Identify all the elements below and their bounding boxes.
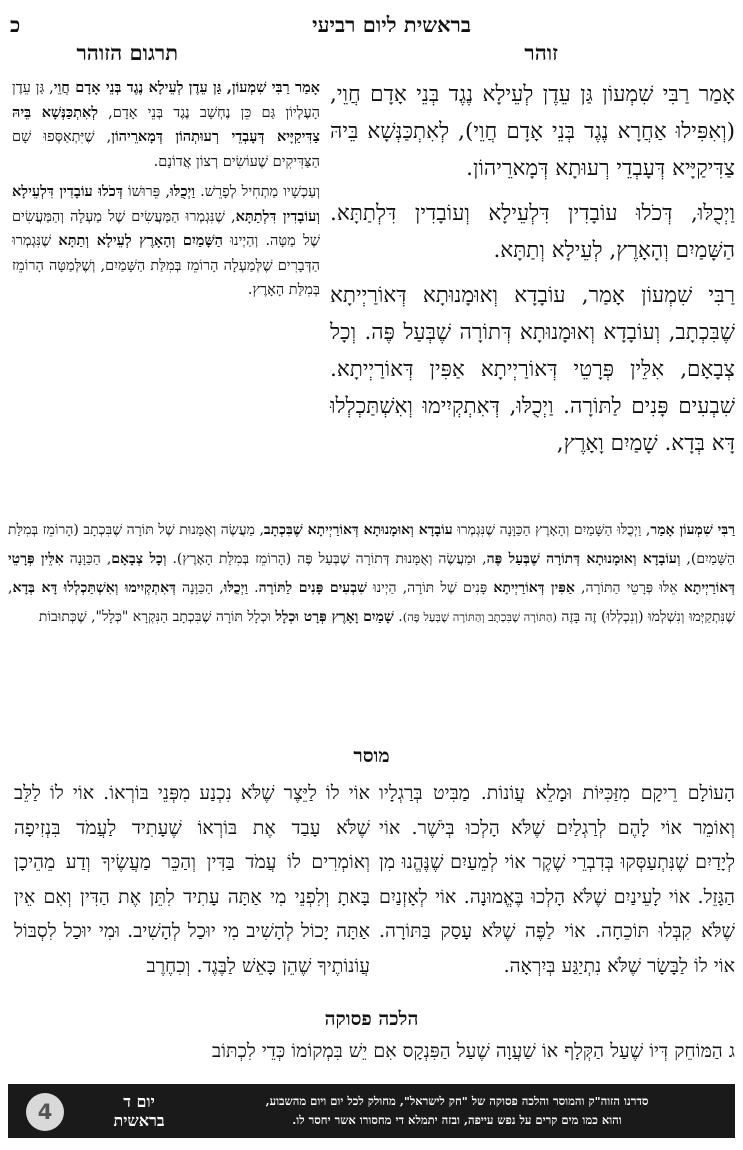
bold-phrase: הַשָּׁמַיִם וְהָאָרֶץ לְעֵילָא וְתַתָּא [58,232,223,249]
text-run: פָּנִים שֶׁל תּוֹרָה, הַיְינוּ [366,580,494,596]
text-run: , שֶׁנִּגְמְרוּ הַמַּעֲשִׂים שֶׁל מַעְלָה וְהַמַּעֲשִׂים שֶׁל מַטָּה. וְהַיְינוּ [12,208,320,249]
footer-parsha: בראשית [113,1111,165,1130]
targum-paragraph [12,180,320,303]
text-run: , הַכַּוָּנָה [63,551,112,567]
text-run: , הַכַּוָּנָה [175,580,224,596]
footer-note-line: סדרנו הזוה"ק והמוסר והלכה פסוקה של "חק לישראל", מחולק לכל יום ויום מהשבוע, [265,1094,649,1108]
halacha-text: ג הַמּוֹחֵק דְּיוֹ שֶׁעַל הַקְּלָף אוֹ שַׁעֲוָה שֶׁעַל הַפִּנְקָס אִם יֵשׁ בִּמְקוֹמוֹ כְּדֵי לִכְתּוֹב [212,1040,735,1062]
bold-phrase: אִלֵּין פְּרָטֵי דְּאוֹרַיְיתָא [8,551,735,596]
text-run: שֶׁנִּגְמְרוּ הַדְּבָרִים שֶׁלְּמַעְלָה הָרוֹמֵז בְּמִלַּת הַשָּׁמַיִם, וְשֶׁלְּמַטָּה הָרוֹמֵז בְּמִלַּת הָאָרֶץ. [12,233,320,298]
zohar-column [330,76,735,462]
bold-phrase: וַיְכֻלּוּ [169,183,196,200]
targum-column [12,76,320,303]
footer-note [191,1092,723,1130]
bold-phrase: וְעוֹבָדָא וְאוּמָנוּתָא דְּתוֹרָה שֶׁבְּעַל פֶּה [486,551,681,567]
bold-phrase: אָמַר רַבִּי שִׁמְעוֹן, גַּן עֵדֶן לְעֵילָא נֶגֶד בְּנֵי אָדָם חֲוֵי [53,79,320,96]
commentary-block [8,516,735,632]
bold-phrase: דְּאִתְקְיִימוּ וְאִשְׁתַּכְלְלוּ דָּא בְּדָא [12,580,176,596]
footer-bar [8,1084,735,1138]
text-run: , פֵּרוּשׁוֹ [122,184,170,200]
footer-day-label [84,1092,194,1130]
text-run: (הַתּוֹרָה שֶׁבִּכְתָב וְהַתּוֹרָה שֶׁבְּעַל פֶּה) [402,610,557,624]
bold-phrase: דְּכֹלוּ עוֹבָדִין דִּלְעֵילָא וְעוֹבָדִין דִּלְתַתָּא [12,183,320,225]
zohar-paragraph: רַבִּי שִׁמְעוֹן אָמַר, עוֹבָדָא וְאוּמָנוּתָא דְּאוֹרַיְיתָא שֶׁבִּכְתָב, וְעוֹבָדָא וְאוּמָנוּתָא דְּתוֹרָה שֶׁבְּעַל פֶּה. וְכָל צְבָאָם, אִלֵּין פְּרָטֵי דְּאוֹרַיְיתָא אַפִּין דְּאוֹרַיְיתָא. שִׁבְעִים פָּנִים לַתּוֹרָה. וַיְכֻלּוּ, דְּאִתְקְיִימוּ וְאִשְׁתַּכְלְלוּ דָּא בְּדָא. שָׁמַיִם וָאָרֶץ, [330,283,735,456]
footer-day: יום ד [123,1092,155,1111]
targum-heading: תרגום הזוהר [76,40,178,65]
text-run: , גַּן עֵדֶן הָעֶלְיוֹן גַּם כֵּן נֶחְשָׁב נֶגֶד בְּנֵי אָדָם, [12,80,320,121]
halacha-heading: הלכה פסוקה [324,1008,419,1030]
musar-heading: מוסר [353,745,390,767]
text-run: , וַיְכֻלּוּ הַשָּׁמַיִם וְהָאָרֶץ הַכַּוָּנָה שֶׁנִּגְמְרוּ [452,522,651,538]
bold-phrase: שָׁמַיִם וָאָרֶץ פְּרָט וּכְלָל [275,609,394,625]
text-run: . [247,580,259,596]
bold-phrase: וְכָל צְבָאָם [111,551,167,567]
musar-text-left: אוֹי לוֹ לַיֵּצֶר שֶׁלֹּא נִכְנַע מִפְּנֵי בּוֹרְאוֹ. אוֹי לוֹ לַלֵּב שֶׁלֹּא עָבַד אֶת בּוֹרְאוֹ שֶׁעָתִיד לַעֲמֹד בִּנְזִיפָה וְאוֹמְרִים לוֹ עֲמֹד בַּדִּין וְהַכֵּר מַעֲשֶׂיךָ וְדַע מֵהֵיכָן בָּאתָ וְלִפְנֵי מִי אַתָּה עָתִיד לִתֵּן אֶת הַדִּין וְאִם אֵין אַתָּה יָכוֹל לְהָשִׁיב מִי יוּכַל לְהָשִׁיב. וּמִי יוּכַל לִסְבּוֹל עֲוֹנוֹתֶיךָ שֶׁהֵן כָּאֵשׁ לַבֶּגֶד. וְכִחֶרֶב [14,782,370,977]
text-run: , וּמַעֲשֶׂה וְאֻמָּנוּת דְּתוֹרָה שֶׁבְּעַל פֶּה (הָרוֹמֵז בְּמִלַּת הָאָרֶץ). [166,551,487,567]
text-run: אֵלּוּ פְּרָטֵי הַתּוֹרָה, [574,580,684,596]
bold-phrase: עוֹבָדָא וְאוּמָנוּתָא דְּאוֹרַיְיתָא שֶׁבִּכְתָב [263,522,453,538]
bold-phrase: לְאִתְכַּנְּשָׁא בֵּיהּ צַדִּיקַיָּיא דְּעָבְדֵי רְעוּתְהוֹן דְּמָארֵיהוֹן [12,103,321,145]
zohar-heading: זוהר [524,40,558,65]
text-run: וּכְלָל תּוֹרָה שֶׁבִּכְתָב הַנִּקְרָא "כְּלָל", שֶׁכְּתוּבוֹת [38,609,276,625]
page-number-badge: 4 [26,1093,64,1131]
footer-note-line: והוא כמו מים קרים על נפש עייפה, ובזה יתמלא די מחסורו אשר יחסר לו. [292,1113,622,1127]
bold-phrase: שִׁבְעִים פָּנִים לַתּוֹרָה [258,580,367,596]
page-letter: כ [10,12,21,37]
targum-paragraph [12,76,320,174]
zohar-paragraph: וַיְכֻלּוּ, דְּכֹלוּ עוֹבָדִין דִּלְעֵילָא וְעוֹבָדִין דִּלְתַתָּא. הַשָּׁמַיִם וְהָאָרֶץ, לְעֵילָא וְתַתָּא. [330,201,735,263]
text-run: , שֶׁיִּתְאַסְּפוּ שָׁם הַצַּדִּיקִים שֶׁעוֹשִׂים רְצוֹן אֲדוֹנָם. [12,129,320,170]
text-run: , שֶׁנִּתְקַיְּמוּ וְנִשְׁלְמוּ (וְנִכְלְלוּ) זֶה בָּזֶה [8,580,735,625]
bold-phrase: אַפִּין דְּאוֹרַיְיתָא [493,580,575,596]
text-run: וְעַכְשָׁיו מַתְחִיל לְפָרֵשׁ. [195,184,321,200]
bold-phrase: רַבִּי שִׁמְעוֹן אָמַר [650,522,735,538]
bold-phrase: וַיְכֻלּוּ [223,580,248,596]
musar-text-right: הָעוֹלָם רֵיקָם מִזַּכִּיּוֹת וּמָלֵא עֲוֹנוֹת. מַבִּיט בְּרַגְלָיו וְאוֹמֵר אוֹי לָהֶם לְרַגְלַיִם שֶׁלֹּא הָלְכוּ בְּיֹשֶׁר. אוֹי לְיָדַיִם שֶׁנִּתְעַסְּקוּ בְּדִבְרֵי שֶׁקֶר אוֹי לְמֵעַיִם שֶׁנֶּהֱנוּ מִן הַגָּזֵל. אוֹי לָעֵינַיִם שֶׁלֹּא הָלְכוּ בֶּאֱמוּנָה. אוֹי לְאָזְנַיִם שֶׁלֹּא קִבְּלוּ תּוֹכֵחָה. אוֹי לַפֶּה שֶׁלֹּא עָסַק בַּתּוֹרָה. אוֹי לוֹ לַבָּשָׂר שֶׁלֹּא נִתְיַגַּע בְּיִרְאָה. [379,782,735,977]
text-run: , מַעֲשֶׂה וְאֻמָּנוּת שֶׁל תּוֹרָה שֶׁבִּכְתָב (הָרוֹמֵז בְּמִלַּת הַשָּׁמַיִם), [8,522,735,567]
page-title: בראשית ליום רביעי [312,12,471,37]
zohar-paragraph: אָמַר רַבִּי שִׁמְעוֹן גַּן עֵדֶן לְעֵילָא נֶגֶד בְּנֵי אָדָם חֲוֵי, (וְאִפִּילוּ אַחֲרָא נֶגֶד בְּנֵי אָדָם חֲוֵי), לְאִתְכַּנְּשָׁא בֵּיהּ צַדִּיקַיָּיא דְּעָבְדֵי רְעוּתָא דְּמָארֵיהוֹן. [330,82,735,181]
text-run: . [393,609,403,625]
